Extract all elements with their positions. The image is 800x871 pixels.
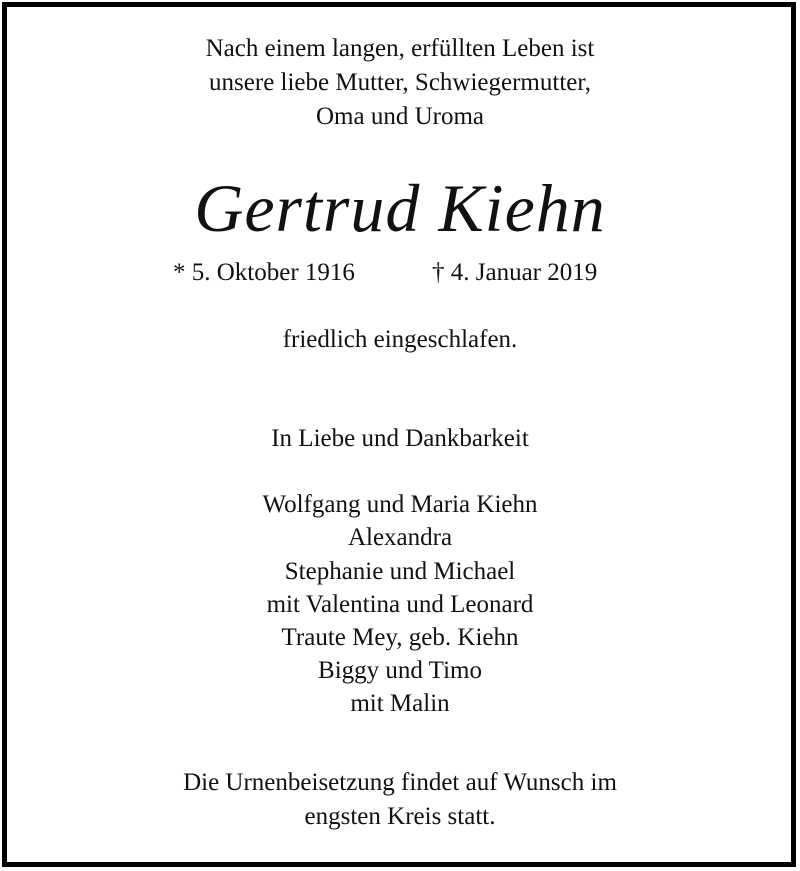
mourner-line: Alexandra bbox=[347, 524, 453, 551]
death-date: † 4. Januar 2019 bbox=[432, 259, 598, 286]
intro-line-3: Oma und Uroma bbox=[315, 103, 485, 130]
mourner-line: Traute Mey, geb. Kiehn bbox=[281, 624, 519, 651]
mourner-line: mit Malin bbox=[350, 690, 450, 717]
burial-notice-line-1: Die Urnenbeisetzung findet auf Wunsch im bbox=[183, 769, 617, 796]
mourner-line: Wolfgang und Maria Kiehn bbox=[262, 491, 538, 518]
burial-notice-line-2: engsten Kreis statt. bbox=[304, 803, 496, 830]
mourner-line: Biggy und Timo bbox=[318, 657, 482, 684]
birth-date: * 5. Oktober 1916 bbox=[173, 259, 355, 286]
passed-text: friedlich eingeschlafen. bbox=[282, 326, 518, 353]
intro-line-1: Nach einem langen, erfüllten Leben ist bbox=[205, 35, 595, 62]
mourner-line: mit Valentina und Leonard bbox=[266, 591, 534, 618]
mourner-line: Stephanie und Michael bbox=[284, 558, 516, 585]
closing-phrase: In Liebe und Dankbarkeit bbox=[271, 425, 529, 452]
deceased-name: Gertrud Kiehn bbox=[194, 170, 606, 246]
intro-line-2: unsere liebe Mutter, Schwiegermutter, bbox=[209, 69, 591, 96]
